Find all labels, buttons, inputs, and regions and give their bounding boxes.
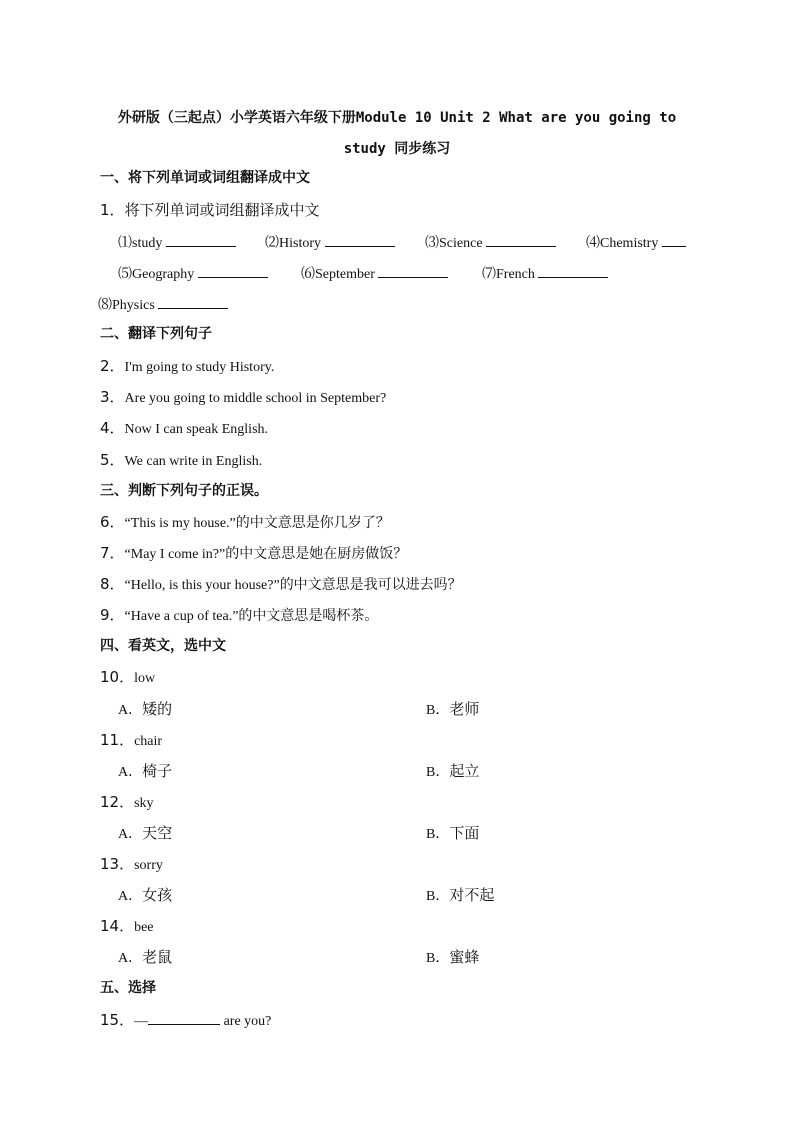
option-letter: A． <box>118 827 143 842</box>
answer-blank[interactable] <box>166 234 236 247</box>
question-12 <box>100 793 154 813</box>
vocab-word: September <box>315 267 375 282</box>
section-heading-4: 四、看英文，选中文 <box>100 638 226 654</box>
question-text: We can write in English. <box>124 454 263 469</box>
option-text: 老师 <box>449 700 480 718</box>
question-number: 1． <box>100 201 125 219</box>
question-number: 14． <box>100 917 135 935</box>
vocab-word: Chemistry <box>600 236 659 251</box>
vocab-word: History <box>279 236 321 251</box>
question-13 <box>100 855 163 875</box>
vocab-number: ⑷ <box>586 235 600 251</box>
question-chinese: 的中文意思是她在厨房做饭？ <box>225 546 408 562</box>
question-number: 10． <box>100 668 135 686</box>
question-number: 13． <box>100 855 135 873</box>
question-number: 5． <box>100 451 125 469</box>
question-1 <box>100 201 320 219</box>
vocab-word: French <box>496 267 535 282</box>
question-2 <box>100 357 274 377</box>
section-heading-5: 五、选择 <box>100 980 156 996</box>
vocab-number: ⑸ <box>118 266 132 282</box>
question-dash: — <box>134 1014 149 1029</box>
vocab-word: study <box>132 236 163 251</box>
option-letter: B． <box>426 951 450 966</box>
answer-blank[interactable] <box>325 234 395 247</box>
question-english: “This is my house.” <box>124 516 236 531</box>
option-a[interactable] <box>118 760 172 781</box>
vocab-number: ⑹ <box>301 266 315 282</box>
option-text: 起立 <box>449 762 480 780</box>
question-8 <box>100 575 462 595</box>
option-letter: A． <box>118 703 143 718</box>
option-b[interactable] <box>426 698 479 719</box>
option-b[interactable] <box>426 946 479 967</box>
answer-blank[interactable] <box>198 265 268 278</box>
question-number: 15． <box>100 1011 135 1029</box>
answer-blank[interactable] <box>378 265 448 278</box>
question-3 <box>100 388 386 408</box>
option-letter: B． <box>426 827 450 842</box>
vocab-number: ⑶ <box>425 235 439 251</box>
question-text: Are you going to middle school in September? <box>124 391 387 406</box>
vocab-number: ⑻ <box>98 297 112 313</box>
question-chinese: 的中文意思是你几岁了？ <box>235 515 390 531</box>
option-letter: A． <box>118 951 143 966</box>
question-number: 3． <box>100 388 125 406</box>
option-text: 老鼠 <box>142 948 173 966</box>
vocab-item-french <box>482 263 608 283</box>
question-english: “Hello, is this your house?” <box>124 578 280 593</box>
option-text: 对不起 <box>449 886 495 904</box>
question-word: sorry <box>134 858 163 873</box>
question-number: 6． <box>100 513 125 531</box>
question-word: chair <box>134 734 163 749</box>
section-heading-3: 三、判断下列句子的正误。 <box>100 483 268 499</box>
question-9 <box>100 606 378 626</box>
question-number: 9． <box>100 606 125 624</box>
answer-blank[interactable] <box>486 234 556 247</box>
vocab-word: Science <box>439 236 483 251</box>
question-14 <box>100 917 154 937</box>
question-word: bee <box>134 920 154 935</box>
question-4 <box>100 419 268 439</box>
question-5 <box>100 451 262 471</box>
option-letter: A． <box>118 889 143 904</box>
question-7 <box>100 544 407 564</box>
option-a[interactable] <box>118 946 172 967</box>
vocab-item-chemistry <box>586 232 686 252</box>
option-a[interactable] <box>118 884 172 905</box>
option-b[interactable] <box>426 760 479 781</box>
section-heading-1: 一、将下列单词或词组翻译成中文 <box>100 170 310 186</box>
option-text: 矮的 <box>142 700 173 718</box>
question-chinese: 的中文意思是我可以进去吗？ <box>279 577 462 593</box>
question-text: I'm going to study History. <box>124 360 275 375</box>
question-text: Now I can speak English. <box>124 422 269 437</box>
question-6 <box>100 513 390 533</box>
option-letter: B． <box>426 889 450 904</box>
option-b[interactable] <box>426 884 494 905</box>
section-heading-2: 二、翻译下列句子 <box>100 326 212 342</box>
vocab-number: ⑴ <box>118 235 132 251</box>
option-b[interactable] <box>426 822 479 843</box>
vocab-item-september <box>301 263 448 283</box>
question-number: 8． <box>100 575 125 593</box>
vocab-number: ⑺ <box>482 266 496 282</box>
option-letter: A． <box>118 765 143 780</box>
question-15 <box>100 1011 271 1031</box>
option-text: 椅子 <box>142 762 173 780</box>
question-10 <box>100 668 155 688</box>
vocab-item-science <box>425 232 556 252</box>
question-english: “Have a cup of tea.” <box>124 609 239 624</box>
option-a[interactable] <box>118 698 172 719</box>
document-title-line2: study 同步练习 <box>343 141 451 157</box>
option-text: 蜜蜂 <box>449 948 480 966</box>
question-text: are you? <box>220 1014 272 1029</box>
answer-blank[interactable] <box>662 234 686 247</box>
option-text: 下面 <box>449 824 480 842</box>
question-number: 4． <box>100 419 125 437</box>
answer-blank[interactable] <box>148 1012 220 1025</box>
option-letter: B． <box>426 703 450 718</box>
vocab-number: ⑵ <box>265 235 279 251</box>
question-english: “May I come in?” <box>124 547 226 562</box>
option-a[interactable] <box>118 822 172 843</box>
question-11 <box>100 731 162 751</box>
vocab-item-history <box>265 232 395 252</box>
vocab-word: Geography <box>132 267 195 282</box>
question-word: sky <box>134 796 154 811</box>
vocab-item-geography <box>118 263 268 283</box>
document-title-line1: 外研版（三起点）小学英语六年级下册Module 10 Unit 2 What are you going to <box>117 110 677 126</box>
vocab-item-physics <box>98 294 228 314</box>
option-letter: B． <box>426 765 450 780</box>
answer-blank[interactable] <box>158 296 228 309</box>
question-number: 12． <box>100 793 135 811</box>
vocab-item-study <box>118 232 236 252</box>
option-text: 天空 <box>142 824 173 842</box>
answer-blank[interactable] <box>538 265 608 278</box>
vocab-word: Physics <box>112 298 155 313</box>
question-number: 7． <box>100 544 125 562</box>
question-number: 2． <box>100 357 125 375</box>
question-number: 11． <box>100 731 135 749</box>
option-text: 女孩 <box>142 886 173 904</box>
question-word: low <box>134 671 156 686</box>
question-text: 将下列单词或词组翻译成中文 <box>124 201 320 219</box>
question-chinese: 的中文意思是喝杯茶。 <box>238 608 379 624</box>
